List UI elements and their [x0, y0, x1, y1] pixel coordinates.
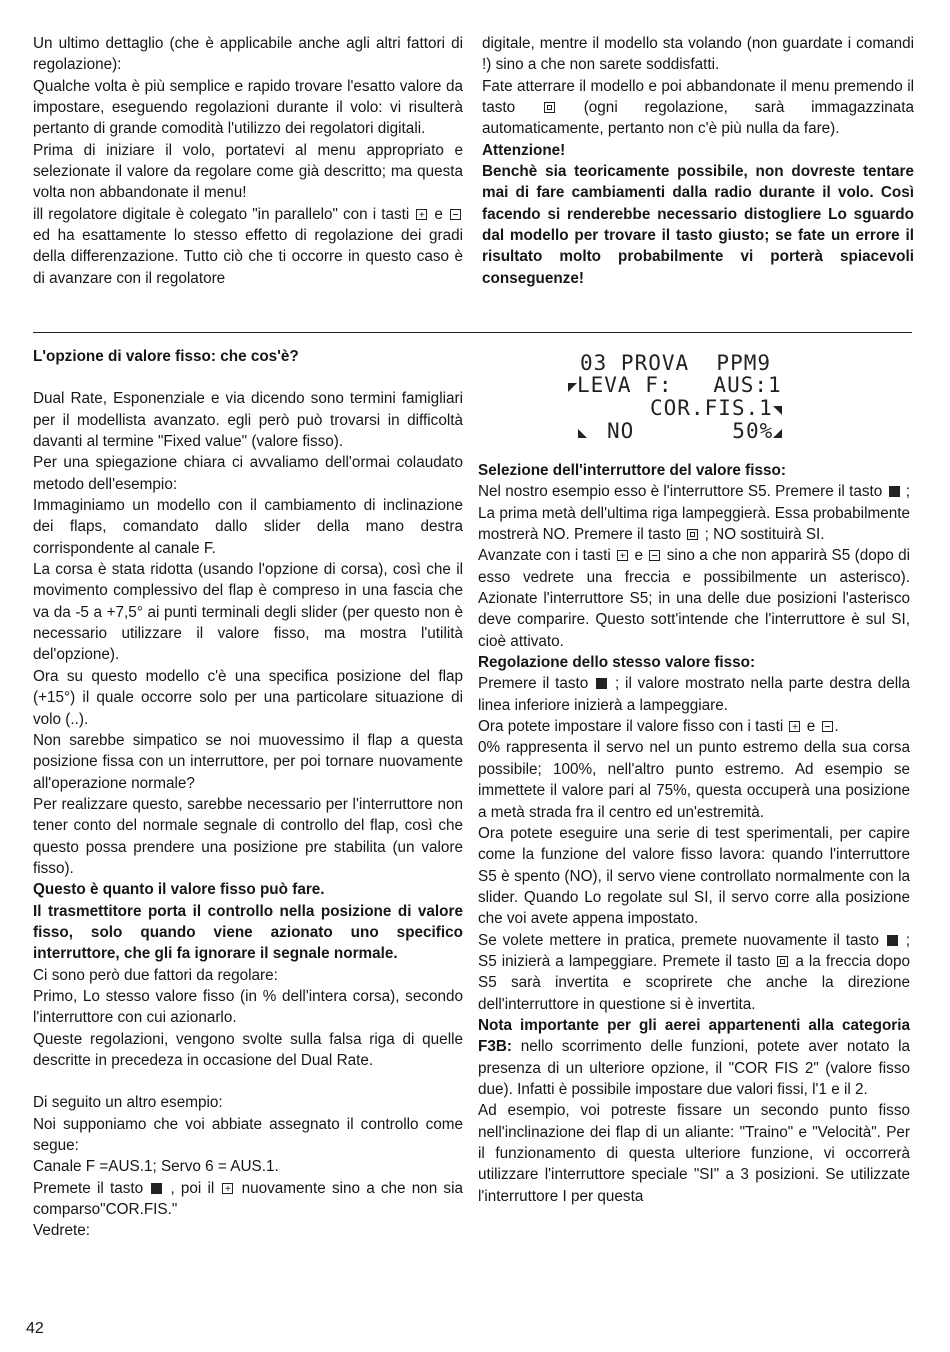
paragraph: Prima di iniziare il volo, portatevi al menu appropriato e selezionate il valore da regolare come già descritto; ma questa volta non abbandonate il menu!	[33, 141, 463, 202]
plus-key-icon	[416, 209, 427, 220]
paragraph: digitale, mentre il modello sta volando (non guardate i comandi !) sino a che non sarete soddisfatti.	[482, 35, 914, 74]
menu-key-icon	[687, 529, 698, 540]
paragraph: Ci sono però due fattori da regolare:	[33, 966, 278, 984]
lcd-line-1: 03 PROVA PPM9	[580, 351, 772, 375]
paragraph: Ora su questo modello c'è una specifica posizione del flap (+15°) il quale occorre solo per una particolare situazione di volo (..).	[33, 667, 463, 728]
lcd-line-2-text: LEVA F: AUS:1	[577, 373, 782, 397]
corner-marker-icon	[773, 406, 782, 415]
paragraph: Dual Rate, Esponenziale e via dicendo sono termini famigliari per il modellista avanzato. egli però può trovarsi in difficoltà davanti al termine "Fixed value" (valore fisso).	[33, 390, 463, 451]
top-right-column	[482, 33, 914, 289]
paragraph	[478, 1015, 910, 1100]
select-key-icon	[887, 935, 898, 946]
bold-paragraph: Questo è quanto il valore fisso può fare.	[33, 881, 325, 899]
text: Premere il tasto	[478, 675, 589, 693]
minus-key-icon	[450, 209, 461, 220]
text: ; La prima metà dell'ultima riga lampeggierà. Essa probabilmente mostrerà NO. Premere il tasto	[478, 483, 911, 544]
text: sino a che non apparirà S5 (dopo di esso vedrete una freccia e possibilmente un asterisco). Azionate l'interruttore S5; in una delle due posizioni l'asterisco deve comparire. Questo sott'intende che l'interruttore è sul SI, cioè attivato.	[478, 547, 911, 650]
subheading: Regolazione dello stesso valore fisso:	[478, 654, 756, 672]
top-left-column	[33, 33, 463, 289]
text: a la freccia dopo S5 sarà invertita e scoprirete che anche la direzione dell'interruttore in questione si è invertita.	[478, 952, 911, 1013]
menu-key-icon	[544, 102, 555, 113]
section-heading: L'opzione di valore fisso: che cos'è?	[33, 348, 299, 365]
select-key-icon	[151, 1183, 162, 1194]
paragraph: Canale F =AUS.1; Servo 6 = AUS.1.	[33, 1158, 279, 1176]
lcd-line-4	[578, 420, 782, 443]
text: nuovamente sino a che non sia comparso"COR.FIS."	[33, 1179, 463, 1219]
paragraph: Primo, Lo stesso valore fisso (in % dell'intera corsa), secondo l'interruttore con cui azionarlo.	[33, 987, 463, 1027]
paragraph: Per realizzare questo, sarebbe necessario per l'interruttore non tener conto del normale segnale di controllo del flap, così che questo possa prendere una posizione pre stabilita (un valore fisso).	[33, 795, 463, 877]
plus-key-icon	[222, 1183, 233, 1194]
paragraph: 0% rappresenta il servo nel un punto estremo della sua corsa possibile; 100%, nell'altro punto estremo. Ad esempio se immettete il valore pari al 75%, questa occuperà una posizione a metà strada fra il centro ed un'estremità.	[478, 739, 910, 821]
paragraph	[482, 76, 914, 140]
text: e	[634, 547, 644, 565]
lcd-fixed-value: 50%	[732, 419, 774, 443]
text: ; il valore mostrato nella parte destra della linea inferiore inizierà a lampeggiare.	[478, 675, 911, 714]
text: Avanzate con i tasti	[478, 547, 611, 565]
paragraph: Queste regolazioni, vengono svolte sulla falsa riga di quelle descritte in precedeza in occasione del Dual Rate.	[33, 1030, 463, 1069]
corner-marker-icon	[773, 429, 782, 438]
paragraph	[478, 545, 910, 652]
plus-key-icon	[789, 721, 800, 732]
lcd-display	[568, 352, 828, 452]
paragraph: Ad esempio, voi potreste fissare un secondo punto fisso nell'inclinazione dei flap di un aliante: "Traino" e "Velocità". Per il funzionamento di questa ulteriore funzione, vi occorrerà utilizzare l'interruttore speciale "SI" a 3 posizioni. Se utilizzate l'interruttore I per questa	[478, 1102, 910, 1205]
minus-key-icon	[649, 550, 660, 561]
text: Premete il tasto	[33, 1179, 144, 1197]
paragraph	[33, 1178, 463, 1221]
note-label: Nota importante per gli aerei appartenenti alla categoria F3B:	[478, 1016, 910, 1056]
menu-key-icon	[777, 956, 788, 967]
paragraph: Di seguito un altro esempio:	[33, 1094, 223, 1112]
paragraph: Un ultimo dettaglio (che è applicabile anche agli altri fattori di regolazione):	[33, 35, 463, 74]
lcd-line-3	[650, 397, 782, 420]
text: Fate atterrare il modello e poi abbandonate il menu premendo il tasto	[482, 77, 914, 117]
corner-marker-icon	[568, 383, 577, 392]
text: .	[834, 718, 839, 736]
text: ; S5 inizierà a lampeggiare. Premete il tasto	[478, 931, 911, 970]
paragraph	[478, 481, 910, 545]
text: ed ha esattamente lo stesso effetto di regolazione dei gradi della differenzazione. Tutto ciò che ti occorre in questo caso è di avanzare con il regolatore	[33, 227, 463, 287]
paragraph: Vedrete:	[33, 1222, 90, 1240]
text: Nel nostro esempio esso è l'interruttore S5. Premere il tasto	[478, 483, 883, 501]
text: Se volete mettere in pratica, premete nuovamente il tasto	[478, 931, 879, 949]
paragraph: Ora potete eseguire una serie di test sperimentali, per capire come la funzione del valore fisso lavora: quando l'interruttore S5 è spento (NO), il servo viene controllato normalmente con la slider. Quando Lo regolate sul SI, il servo corre alla posizione che voi avete appena impostato.	[478, 824, 910, 928]
paragraph: Per una spiegazione chiara ci avvaliamo dell'ormai colaudato metodo dell'esempio:	[33, 454, 463, 493]
plus-key-icon	[617, 550, 628, 561]
paragraph: Immaginiamo un modello con il cambiamento di inclinazione dei flaps, comandato dallo slider della mano destra corrispondente al canale F.	[33, 497, 463, 557]
paragraph	[478, 716, 910, 737]
select-key-icon	[889, 486, 900, 497]
paragraph: La corsa è stata ridotta (usando l'opzione di corsa), così che il movimento complessivo del flap è compreso in una fascia che va da -5 a +7,5° ai punti terminali degli slider (per questo non è necessario utilizzare il valore fisso, ma mostra l'utilità del'opzione).	[33, 561, 463, 664]
paragraph: Qualche volta è più semplice e rapido trovare l'esatto valore da impostare, eseguendo regolazioni durante il volo: vi risulterà pertanto di grande comodità l'utilizzo dei regolatori digitali.	[33, 77, 463, 138]
text: e	[434, 205, 443, 223]
text: ill regolatore digitale è colegato "in parallelo" con i tasti	[33, 205, 410, 223]
corner-marker-icon	[578, 429, 587, 438]
text: (ogni regolazione, sarà immagazzinata automaticamente, pertanto non c'è più nulla da fare).	[482, 99, 914, 138]
lcd-line-3-text: COR.FIS.1	[650, 396, 773, 420]
select-key-icon	[596, 678, 607, 689]
paragraph: Noi supponiamo che voi abbiate assegnato il controllo come segue:	[33, 1115, 463, 1155]
paragraph	[33, 204, 463, 289]
text: e	[806, 718, 816, 736]
lcd-line-2	[568, 374, 782, 397]
text: nello scorrimento delle funzioni, potete aver notato la presenza di un ulteriore opzione, il "COR FIS 2" (valore fisso due). Infatti è possibile impostare due valori fissi, l'1 e il 2.	[478, 1038, 910, 1098]
page-number: 42	[26, 1320, 44, 1337]
lcd-switch-state: NO	[607, 419, 635, 443]
text: Ora potete impostare il valore fisso con i tasti	[478, 718, 784, 736]
paragraph	[478, 930, 910, 1015]
bottom-right-column	[478, 460, 910, 1207]
paragraph	[478, 673, 910, 716]
subheading: Selezione dell'interruttore del valore fisso:	[478, 462, 786, 479]
warning-heading: Attenzione!	[482, 141, 566, 159]
bottom-left-column	[33, 346, 463, 1242]
paragraph: Non sarebbe simpatico se noi muovessimo il flap a questa posizione fissa con un interruttore, per poi tornare nuovamente all'operazione normale?	[33, 731, 463, 792]
text: ; NO sostituirà SI.	[704, 526, 825, 544]
section-divider	[33, 332, 912, 333]
warning-text: Benchè sia teoricamente possibile, non dovreste tentare mai di fare cambiamenti dalla radio durante il volo. Così facendo si renderebbe necessario distogliere Lo sguardo dal modello per trovare il tasto giusto; se fate un errore il risultato molto probabilmente vi porterà spiacevoli conseguenze!	[482, 163, 914, 287]
bold-paragraph: Il trasmettitore porta il controllo nella posizione di valore fisso, solo quando viene azionato uno specifico interruttore, che gli fa ignorare il segnale normale.	[33, 902, 463, 963]
text: , poi il	[170, 1179, 215, 1197]
minus-key-icon	[822, 721, 833, 732]
